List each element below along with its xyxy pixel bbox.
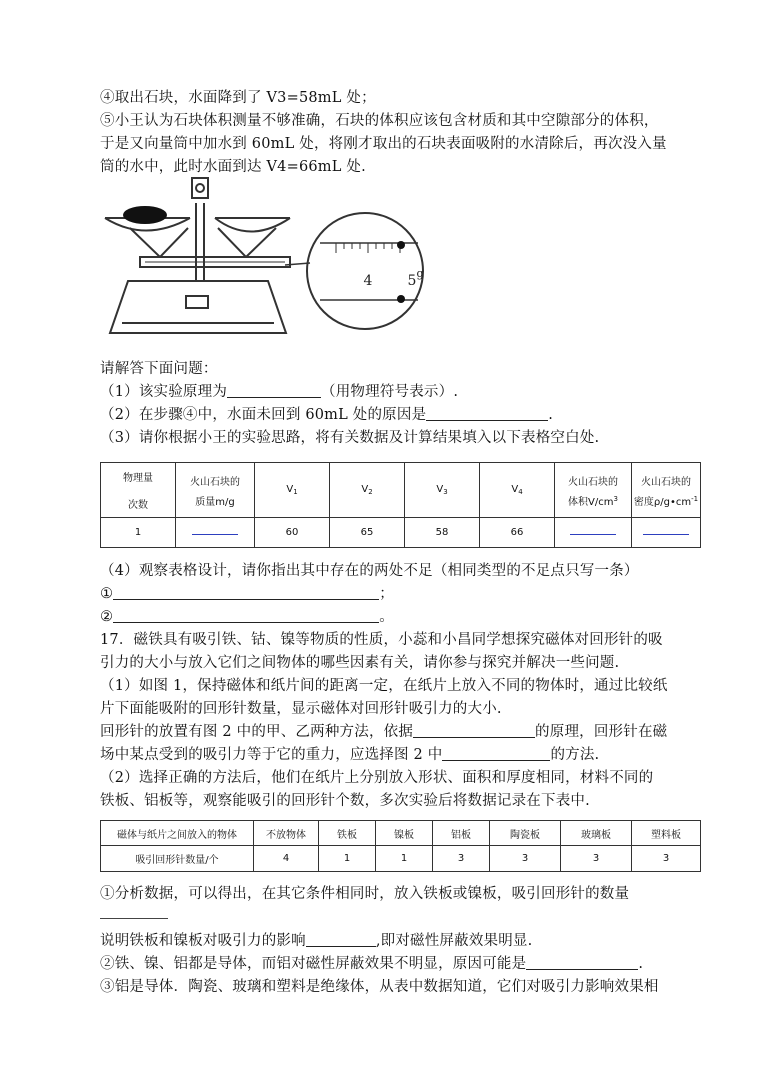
header-glass: 玻璃板 (561, 821, 632, 846)
answer-blank-17-method[interactable] (442, 746, 550, 761)
question-2: （2）在步骤④中，水面未回到 60mL 处的原因是 . (100, 407, 554, 423)
row-index: 1 (101, 518, 176, 548)
header-nickel: 镍板 (376, 821, 433, 846)
answer-blank-1[interactable] (227, 383, 321, 398)
problem-17-line4: 片下面能吸附的回形针数量，显示磁体对回形针吸引力的大小. (100, 701, 502, 717)
count-none: 4 (254, 846, 319, 872)
step-5-text-line3: 筒的水中，此时水面到达 V4=66mL 处. (100, 159, 366, 175)
header-none: 不放物体 (254, 821, 319, 846)
step-5-text-line2: 于是又向量筒中加水到 60mL 处，将刚才取出的石块表面吸附的水清除后，再次没入量 (100, 136, 667, 152)
header-v1: $V_1$ (255, 463, 330, 518)
header-density: 火山石块的 密度$\rho/g•cm^{-1}$ (632, 463, 701, 518)
question-4-answer-2: ② 。 (100, 609, 394, 625)
header-aluminum: 铝板 (433, 821, 490, 846)
count-plastic: 3 (632, 846, 701, 872)
density-blank-cell[interactable] (632, 518, 701, 548)
problem-17-line8: 铁板、铝板等，观察能吸引的回形针个数，多次实验后将数据记录在下表中. (100, 793, 590, 809)
balance-scale-figure (100, 173, 440, 343)
answer-blank-reason[interactable] (526, 955, 638, 970)
volcanic-stone-shape (123, 206, 167, 224)
count-iron: 1 (319, 846, 376, 872)
answer-blank-4-1[interactable] (113, 585, 379, 600)
count-aluminum: 3 (433, 846, 490, 872)
header-ceramic: 陶瓷板 (490, 821, 561, 846)
question-1: （1）该实验原理为 （用物理符号表示）. (100, 384, 459, 400)
answer-blank-analysis-1[interactable] (100, 918, 168, 919)
mass-blank-cell[interactable] (176, 518, 255, 548)
answer-blank-17-principle[interactable] (413, 723, 535, 738)
value-v1: 60 (255, 518, 330, 548)
analysis-1-cont: 说明铁板和镍板对吸引力的影响 ,即对磁性屏蔽效果明显. (100, 933, 533, 949)
header-plastic: 塑料板 (632, 821, 701, 846)
value-v2: 65 (330, 518, 405, 548)
header-object: 磁体与纸片之间放入的物体 (101, 821, 254, 846)
analysis-3: ③铝是导体．陶瓷、玻璃和塑料是绝缘体，从表中数据知道，它们对吸引力影响效果相 (100, 979, 659, 995)
count-ceramic: 3 (490, 846, 561, 872)
questions-intro: 请解答下面问题： (100, 361, 218, 377)
value-v4: 66 (480, 518, 555, 548)
header-mass: 火山石块的 质量m/g (176, 463, 255, 518)
problem-17-line3: （1）如图 1，保持磁体和纸片间的距离一定，在纸片上放入不同的物体时，通过比较纸 (100, 678, 668, 694)
answer-blank-2[interactable] (426, 406, 548, 421)
problem-17-line2: 引力的大小与放入它们之间物体的哪些因素有关，请你参与探究并解决一些问题. (100, 655, 620, 671)
count-nickel: 1 (376, 846, 433, 872)
problem-17-line6: 场中某点受到的吸引力等于它的重力，应选择图 2 中 的方法. (100, 747, 600, 763)
volume-blank-cell[interactable] (555, 518, 632, 548)
question-4-answer-1: ① ； (100, 586, 394, 602)
paperclip-table (100, 820, 701, 872)
header-quantity-times: 物理量 次数 (101, 463, 176, 518)
header-v4: $V_4$ (480, 463, 555, 518)
row-label-count: 吸引回形针数量/个 (101, 846, 254, 872)
problem-17-line1: 17．磁铁具有吸引铁、钴、镍等物质的性质，小蕊和小昌同学想探究磁体对回形针的吸 (100, 632, 663, 648)
problem-17-line5: 回形针的放置有图 2 中的甲、乙两种方法，依据 的原理，回形针在磁 (100, 724, 668, 740)
scale-unit: g (416, 267, 424, 280)
step-4-text: ④取出石块，水面降到了 V3=58mL 处； (100, 90, 376, 106)
problem-17-line7: （2）选择正确的方法后，他们在纸片上分别放入形状、面积和厚度相同，材料不同的 (100, 770, 654, 786)
step-5-text-line1: ⑤小王认为石块体积测量不够准确，石块的体积应该包含材质和其中空隙部分的体积， (100, 113, 659, 129)
question-3: （3）请你根据小王的实验思路，将有关数据及计算结果填入以下表格空白处. (100, 430, 600, 446)
volcanic-stone-table (100, 462, 701, 548)
count-glass: 3 (561, 846, 632, 872)
header-v3: $V_3$ (405, 463, 480, 518)
header-volume: 火山石块的 体积$V/cm^3$ (555, 463, 632, 518)
scale-mark-5: 5 (407, 273, 417, 289)
header-iron: 铁板 (319, 821, 376, 846)
analysis-1: ①分析数据，可以得出，在其它条件相同时，放入铁板或镍板，吸引回形针的数量 (100, 886, 630, 902)
analysis-2: ②铁、镍、铝都是导体，而铝对磁性屏蔽效果不明显，原因可能是 . (100, 956, 644, 972)
scale-mark-4: 4 (363, 273, 373, 289)
question-4: （4）观察表格设计，请你指出其中存在的两处不足（相同类型的不足点只写一条） (100, 563, 639, 579)
value-v3: 58 (405, 518, 480, 548)
answer-blank-4-2[interactable] (113, 608, 379, 623)
header-v2: $V_2$ (330, 463, 405, 518)
answer-blank-influence[interactable] (306, 932, 376, 947)
